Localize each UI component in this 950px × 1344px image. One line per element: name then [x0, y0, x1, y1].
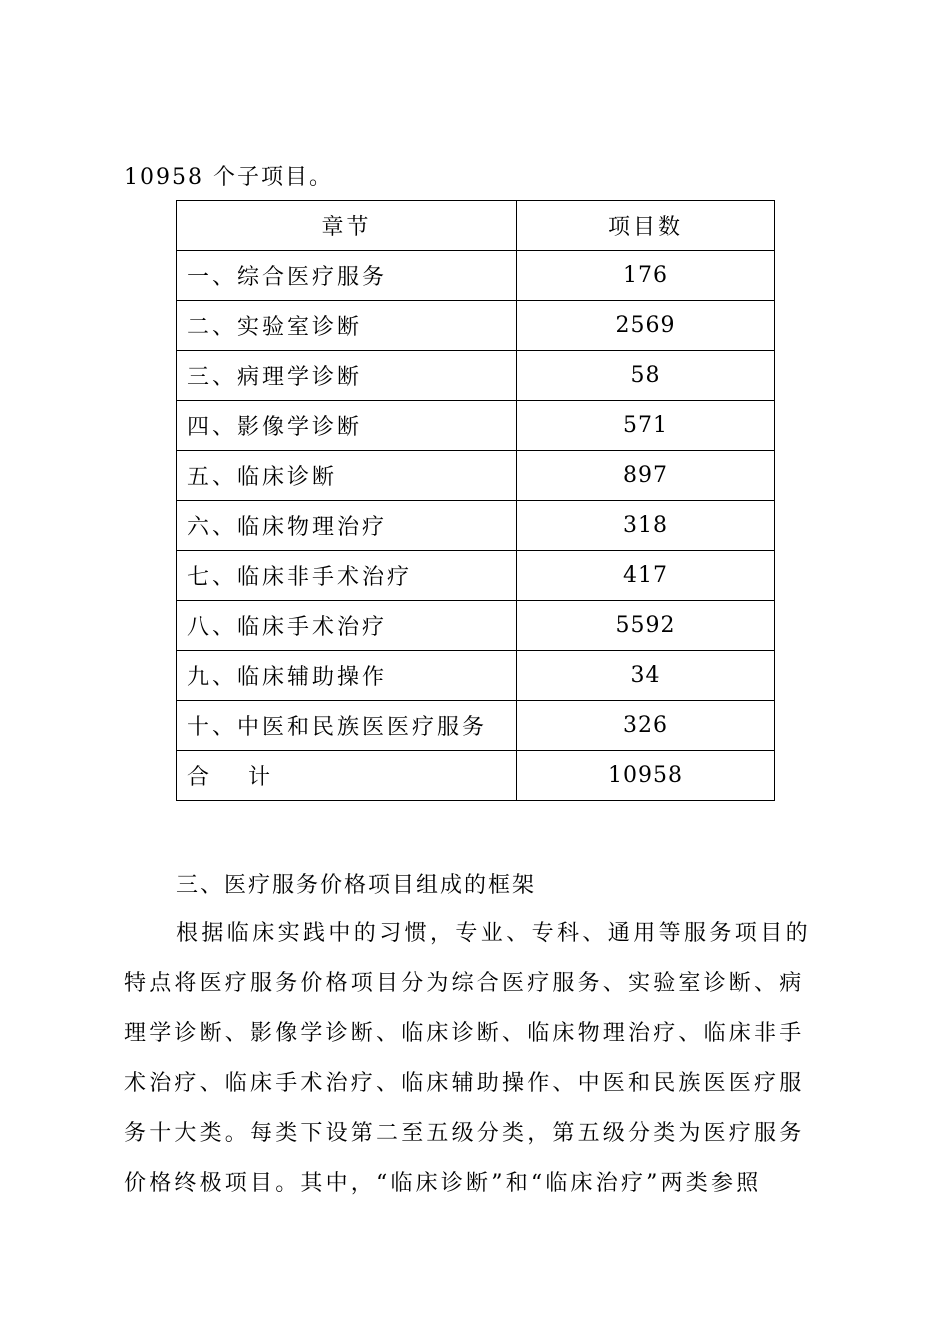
- count-cell: 318: [517, 501, 775, 551]
- total-count-cell: 10958: [517, 751, 775, 801]
- chapter-cell: 四、影像学诊断: [177, 401, 517, 451]
- chapter-cell: 七、临床非手术治疗: [177, 551, 517, 601]
- count-cell: 34: [517, 651, 775, 701]
- intro-text: 10958 个子项目。: [124, 165, 333, 190]
- chapter-cell: 十、中医和民族医医疗服务: [177, 701, 517, 751]
- total-label-cell: [177, 751, 517, 801]
- chapter-cell: 五、临床诊断: [177, 451, 517, 501]
- paragraph-line: 术治疗、临床手术治疗、临床辅助操作、中医和民族医医疗服: [124, 1071, 805, 1096]
- total-label-char-1: 合: [187, 765, 213, 790]
- chapter-cell: 九、临床辅助操作: [177, 651, 517, 701]
- table-row: [177, 651, 775, 701]
- chapter-item-count-table: [176, 200, 775, 801]
- paragraph-line: 特点将医疗服务价格项目分为综合医疗服务、实验室诊断、病: [124, 971, 805, 996]
- header-chapter: 章节: [177, 201, 517, 251]
- count-cell: 571: [517, 401, 775, 451]
- count-cell: 417: [517, 551, 775, 601]
- count-cell: 176: [517, 251, 775, 301]
- count-cell: 897: [517, 451, 775, 501]
- chapter-cell: 三、病理学诊断: [177, 351, 517, 401]
- paragraph-line: 价格终极项目。其中，“临床诊断”和“临床治疗”两类参照: [124, 1171, 762, 1196]
- count-cell: 326: [517, 701, 775, 751]
- body-paragraph: [124, 914, 828, 1214]
- count-cell: 2569: [517, 301, 775, 351]
- chapter-cell: 六、临床物理治疗: [177, 501, 517, 551]
- table-row: [177, 601, 775, 651]
- table-row: [177, 701, 775, 751]
- total-label-char-2: 计: [248, 765, 274, 790]
- count-cell: 5592: [517, 601, 775, 651]
- table-row: [177, 451, 775, 501]
- table-header-row: [177, 201, 775, 251]
- section-heading: 三、医疗服务价格项目组成的框架: [176, 873, 537, 898]
- table-row: [177, 551, 775, 601]
- paragraph-line: 理学诊断、影像学诊断、临床诊断、临床物理治疗、临床非手: [124, 1021, 805, 1046]
- table-row: [177, 251, 775, 301]
- table-row: [177, 401, 775, 451]
- paragraph-line: 务十大类。每类下设第二至五级分类，第五级分类为医疗服务: [124, 1121, 805, 1146]
- table-total-row: [177, 751, 775, 801]
- table-row: [177, 351, 775, 401]
- header-item-count: 项目数: [517, 201, 775, 251]
- paragraph-line: 根据临床实践中的习惯，专业、专科、通用等服务项目的: [176, 921, 812, 946]
- table-row: [177, 501, 775, 551]
- chapter-cell: 一、综合医疗服务: [177, 251, 517, 301]
- chapter-cell: 二、实验室诊断: [177, 301, 517, 351]
- count-cell: 58: [517, 351, 775, 401]
- chapter-cell: 八、临床手术治疗: [177, 601, 517, 651]
- table-row: [177, 301, 775, 351]
